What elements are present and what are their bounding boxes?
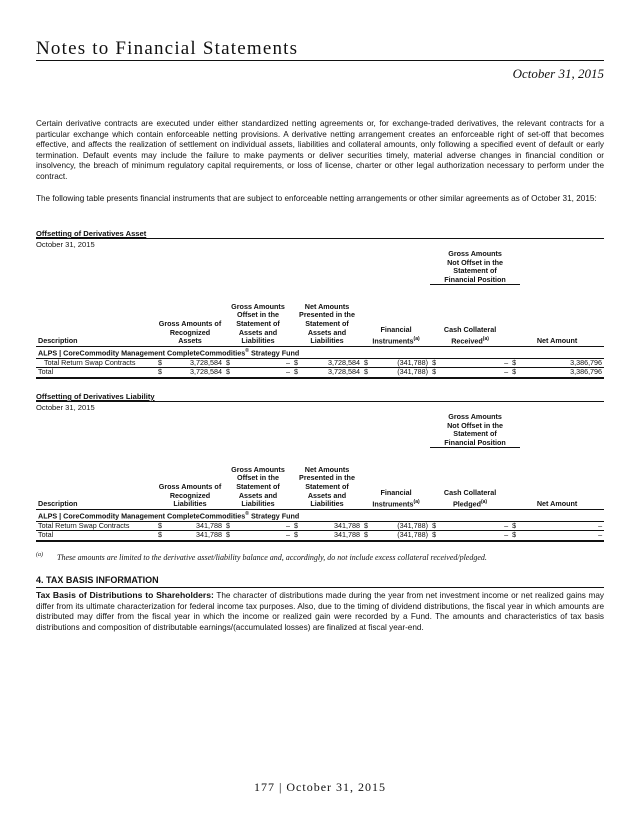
footnote-ref: (a) <box>413 498 420 505</box>
currency-symbol: $ <box>512 357 517 367</box>
fund-name <box>36 509 604 521</box>
header-net-presented: Net Amounts Presented in the Statement of Assets and Liabilities <box>292 448 362 509</box>
currency-symbol: $ <box>294 530 298 540</box>
header-gross: Gross Amounts of Recognized Liabilities <box>156 448 224 509</box>
tax-section-heading: 4. TAX BASIS INFORMATION <box>36 575 159 585</box>
net-value: 3,386,796 <box>570 357 603 367</box>
fund-name-suffix: Strategy Fund <box>248 511 300 521</box>
currency-symbol: $ <box>432 520 437 530</box>
tax-section-rule <box>36 587 604 588</box>
financial-value: (341,788) <box>397 520 429 530</box>
currency-symbol: $ <box>364 357 368 367</box>
header-collateral-label: Cash Collateral Pledged <box>443 488 497 509</box>
footnote <box>36 552 487 562</box>
header-gross: Gross Amounts of Recognized Assets <box>156 285 224 346</box>
header-financial-label: Financial Instruments <box>372 488 414 509</box>
tax-paragraph <box>36 590 604 633</box>
offset-value: – <box>286 530 290 540</box>
footnote-ref: (a) <box>413 335 420 342</box>
currency-symbol: $ <box>294 367 298 377</box>
header-financial-label: Financial Instruments <box>372 325 414 346</box>
table-intro-paragraph: The following table presents financial instruments that are subject to enforceable netting arrangements or other similar agreements as of October 31, 2015: <box>36 194 597 203</box>
currency-symbol: $ <box>512 520 517 530</box>
registered-mark: ® <box>245 510 249 517</box>
currency-symbol: $ <box>158 357 162 367</box>
currency-symbol: $ <box>294 357 298 367</box>
liability-section-title: Offsetting of Derivatives Liability <box>36 392 155 401</box>
currency-symbol: $ <box>158 367 162 377</box>
collateral-value: – <box>504 357 509 367</box>
net-value: – <box>598 520 603 530</box>
financial-value: (341,788) <box>397 530 429 540</box>
offset-value: – <box>286 520 290 530</box>
currency-symbol: $ <box>226 367 230 377</box>
fund-name-suffix: Strategy Fund <box>248 348 300 358</box>
header-collateral <box>430 448 510 509</box>
currency-symbol: $ <box>364 530 368 540</box>
header-collateral-label: Cash Collateral Received <box>443 325 497 346</box>
footnote-text: These amounts are limited to the derivative asset/liability balance and, accordingly, do not include excess collateral received/pledged. <box>57 552 487 562</box>
derivatives-asset-table <box>36 250 604 379</box>
currency-symbol: $ <box>364 520 368 530</box>
offset-value: – <box>286 367 290 377</box>
row-label: Total <box>38 367 54 377</box>
net-value: – <box>598 530 603 540</box>
financial-value: (341,788) <box>397 367 429 377</box>
financial-value: (341,788) <box>397 357 429 367</box>
currency-symbol: $ <box>432 357 437 367</box>
header-financial <box>362 448 430 509</box>
offset-value: – <box>286 357 290 367</box>
table-group-header-row <box>36 250 604 285</box>
tax-body: The character of distributions made during the year from net investment income or net realized gains may differ from its ultimate characterization for federal income tax purposes. Also, due to the timing of dividend distributions, the fiscal year in which amounts are distributed may differ from the fiscal year in which the income or realized gain were recorded by a Fund. The amounts and characteristics of tax basis distributions and composition of distributable earnings/(accumulated losses) are finalized at fiscal year-end. <box>36 591 604 632</box>
net-presented-value: 341,788 <box>334 530 360 540</box>
currency-symbol: $ <box>432 367 437 377</box>
currency-symbol: $ <box>364 367 368 377</box>
row-label: Total Return Swap Contracts <box>38 520 130 530</box>
net-presented-value: 341,788 <box>334 520 360 530</box>
collateral-value: – <box>504 520 509 530</box>
header-net: Net Amount <box>510 448 604 509</box>
registered-mark: ® <box>245 347 249 354</box>
page-footer <box>0 780 640 795</box>
table-row <box>36 358 604 368</box>
header-offset: Gross Amounts Offset in the Statement of Assets and Liabilities <box>224 285 292 346</box>
group-header: Gross Amounts Not Offset in the Statement of Financial Position <box>430 250 520 285</box>
liability-section-rule <box>36 401 604 402</box>
header-description: Description <box>36 448 156 509</box>
asset-section-rule <box>36 238 604 239</box>
header-collateral <box>430 285 510 346</box>
table-group-header-row <box>36 413 604 448</box>
page-title: Notes to Financial Statements <box>36 38 299 59</box>
table-header-row <box>36 285 604 346</box>
fund-name-text: ALPS | CoreCommodity Management CompleteCommodities <box>38 348 246 358</box>
intro-paragraph: Certain derivative contracts are executed under either standardized netting agreements or, for exchange-traded derivatives, the relevant contracts for a particular exchange which contain enforceable netting provisions. A derivative netting arrangement creates an enforceable right of set-off that becomes effective, and affects the realization of settlement on individual assets, liabilities and collateral amounts, only following a specified event of default or early termination. Default events may include the failure to make payments or deliver securities timely, material adverse changes in financial condition or insolvency, the breach of minimum regulatory capital requirements, or loss of license, charter or other legal authorization necessary to perform under the contract. <box>36 119 604 181</box>
collateral-value: – <box>504 367 509 377</box>
fund-name-row <box>36 346 604 358</box>
liability-as-of-date: October 31, 2015 <box>36 403 95 412</box>
footer-separator: | <box>278 780 283 794</box>
currency-symbol: $ <box>512 367 517 377</box>
fund-name-row <box>36 509 604 521</box>
table-row-total <box>36 531 604 541</box>
table-row <box>36 521 604 531</box>
page-number: 177 <box>253 780 275 794</box>
currency-symbol: $ <box>158 530 162 540</box>
currency-symbol: $ <box>226 530 230 540</box>
net-value: 3,386,796 <box>570 367 603 377</box>
header-financial <box>362 285 430 346</box>
asset-section-title: Offsetting of Derivatives Asset <box>36 229 147 238</box>
derivatives-liability-table <box>36 413 604 542</box>
footnote-ref: (a) <box>480 498 488 505</box>
tax-subheading: Tax Basis of Distributions to Shareholders: <box>36 590 214 600</box>
fund-name-text: ALPS | CoreCommodity Management CompleteCommodities <box>38 511 246 521</box>
footnote-ref: (a) <box>482 335 489 342</box>
net-presented-value: 3,728,584 <box>328 357 360 367</box>
asset-as-of-date: October 31, 2015 <box>36 240 95 249</box>
group-header: Gross Amounts Not Offset in the Statement of Financial Position <box>430 413 520 448</box>
table-row-total <box>36 368 604 378</box>
currency-symbol: $ <box>432 530 437 540</box>
table-header-row <box>36 448 604 509</box>
header-description: Description <box>36 285 156 346</box>
currency-symbol: $ <box>158 520 162 530</box>
gross-value: 3,728,584 <box>190 357 222 367</box>
row-label: Total Return Swap Contracts <box>44 357 136 367</box>
gross-value: 341,788 <box>196 520 222 530</box>
header-net-presented: Net Amounts Presented in the Statement of Assets and Liabilities <box>292 285 362 346</box>
header-net: Net Amount <box>510 285 604 346</box>
currency-symbol: $ <box>294 520 298 530</box>
currency-symbol: $ <box>226 357 230 367</box>
report-date: October 31, 2015 <box>512 66 604 81</box>
net-presented-value: 3,728,584 <box>328 367 360 377</box>
currency-symbol: $ <box>512 530 517 540</box>
gross-value: 341,788 <box>196 530 222 540</box>
gross-value: 3,728,584 <box>190 367 222 377</box>
header-rule <box>36 60 604 61</box>
collateral-value: – <box>504 530 509 540</box>
footer-date: October 31, 2015 <box>286 780 387 794</box>
currency-symbol: $ <box>226 520 230 530</box>
header-offset: Gross Amounts Offset in the Statement of Assets and Liabilities <box>224 448 292 509</box>
row-label: Total <box>38 530 54 540</box>
footnote-marker: (a) <box>36 552 43 558</box>
fund-name <box>36 346 604 358</box>
